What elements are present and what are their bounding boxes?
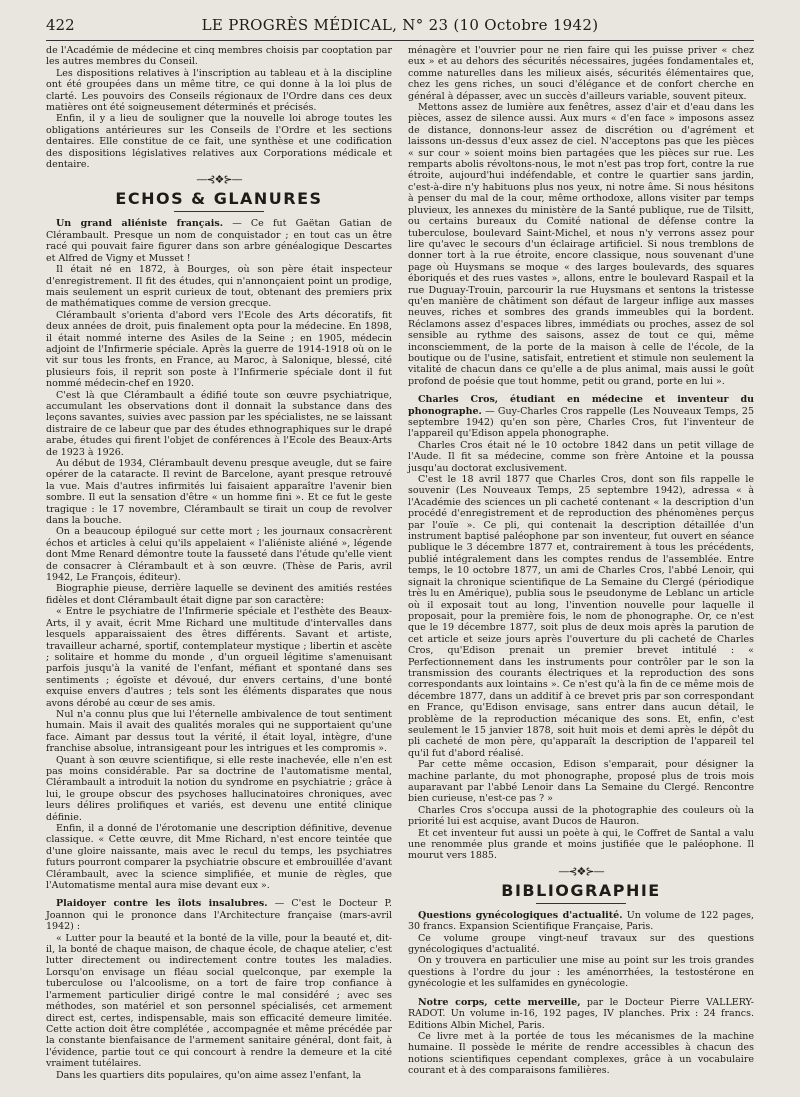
paragraph: C'est le 18 avril 1877 que Charles Cros, dont son fils rappelle le souvenir (Les Nouveaux Temps, 25 septembre 1942), adressa « à l'Académie des sciences un pli cacheté contenant « la description d'un procédé d'enregistrement et de reproduction des phénomènes perçus par l'ouïe ». Ce pli, qui contenait la description détaillée d'un instrument baptisé paléophone par son inventeur, fut ouvert en séance publique le 3 décembre 1877 et, contrairement à tous les précédents, publié intégralement dans les comptes rendus de l'assemblée. Entre temps, le 10 octobre 1877, un ami de Charles Cros, l'abbé Lenoir, qui signait la chronique scientifique de La Semaine du Clergé (périodique très lu en Amérique), publia sous le pseudonyme de Leblanc un article où il exposait tout au long, l'invention nouvelle pour laquelle il proposait, pour la première fois, le nom de phonographe. Or, ce n'est que le 19 décembre 1877, soit plus de deux mois après la parution de cet article et seize jours après l'ouverture du pli cacheté de Charles Cros, qu'Edison prenait un premier brevet intitulé : « Perfectionnement dans les instruments pour contrôler par le son la transmission des courants électriques et la reproduction des sons correspondants aux lointains ». Ce n'est qu'à la fin de ce même mois de décembre 1877, dans un additif à ce brevet pris par son correspondant en France, qu'Edison envisage, sans entrer dans aucun détail, le problème de la reproduction mécanique des sons. Et, enfin, c'est seulement le 15 janvier 1878, soit huit mois et demi après le dépôt du pli cacheté de mon père, qu'apparaît la description de l'appareil tel qu'il fut d'abord réalisé. [408, 474, 754, 759]
paragraph: Quant à son œuvre scientifique, si elle reste inachevée, elle n'en est pas moins considérable. Par sa doctrine de l'automatisme mental, Clérambault a introduit la notion du syndrome en psychiatrie ; grâce à lui, le groupe obscur des psychoses hallucinatoires chroniques, avec leurs délires prolifiques et variés, est devenu une entité clinique définie. [46, 754, 392, 823]
paragraph: « Entre le psychiatre de l'Infirmerie spéciale et l'esthète des Beaux-Arts, il y avait, écrit Mme Richard une multitude d'intervalles dans lesquels apparaissaient des êtres différents. Savant et artiste, travailleur acharné, sportif, contemplateur mystique ; libertin et ascète ; solitaire et homme du monde , d'un orgueil légitime s'amenuisant parfois jusqu'à la vanité de l'enfant, méfiant et spontané dans ses sentiments ; égoïste et dévoué, dur envers certains, d'une bonté exquise envers d'autres ; tels sont les éléments disparates que nous avons dérobé au cœur de ses amis. [46, 606, 392, 709]
columns [46, 45, 754, 1081]
paragraph: Biographie pieuse, derrière laquelle se devinent des amitiés restées fidèles et dont Clérambault était digne par son caractère: [46, 583, 392, 606]
article-paragraph: Plaidoyer contre les îlots insalubres. — C'est le Docteur P. Joannon qui le prononce dans l'Architecture française (mars-avril 1942) : [46, 898, 392, 933]
paragraph: Ce volume groupe vingt-neuf travaux sur des questions gynécologiques d'actualité. [408, 932, 754, 956]
paragraph: On a beaucoup épilogué sur cette mort ; les journaux consacrèrent échos et articles à celui qu'ils appelaient « l'aliéniste aliéné », légende dont Mme Renard démontre toute la fausseté dans l'étude qu'elle vient de consacrer à Clérambault et à son œuvre. (Thèse de Paris, avril 1942, Le François, éditeur). [46, 526, 392, 584]
paragraph: Clérambault s'orienta d'abord vers l'Ecole des Arts décoratifs, fit deux années de droit, puis finalement opta pour la médecine. En 1898, il était nommé interne des Asiles de la Seine ; en 1905, médecin adjoint de l'Infirmerie spéciale. Après la guerre de 1914-1918 où on le vit sur tous les fronts, en France, au Maroc, à Salonique, blessé, cité plusieurs fois, il reprit son poste à l'Infirmerie spéciale dont il fut nommé médecin-chef en 1920. [46, 309, 392, 390]
paragraph: On y trouvera en particulier une mise au point sur les trois grandes questions à l'ordre du jour : les aménorrhées, la testostérone en gynécologie et les sulfamides en gynécologie. [408, 955, 754, 990]
section-title-bibliographie: BIBLIOGRAPHIE [501, 880, 661, 900]
book-title: Notre corps, cette merveille, [418, 996, 581, 1008]
section-rule [536, 903, 626, 904]
paragraph: C'est là que Clérambault a édifié toute son œuvre psychiatrique, accumulant les observations dont il donnait la substance dans des leçons savantes, suivies avec passion par les spécialistes, ne se laissant distraire de ce labeur que par des études ethnographiques sur le drapé arabe, études qui firent l'objet de conférences à l'Ecole des Beaux-Arts de 1923 à 1926. [46, 389, 392, 458]
left-column [46, 45, 392, 1081]
book-title: Questions gynécologiques d'actualité. [418, 909, 623, 921]
article-title: Charles Cros, étudiant en médecine et inventeur du phonographe. [408, 394, 754, 417]
journal-title: LE PROGRÈS MÉDICAL, N° 23 (10 Octobre 1942) [201, 16, 599, 34]
page-number: 422 [46, 16, 75, 34]
paragraph: Il était né en 1872, à Bourges, où son père était inspecteur d'enregistrement. Il fit des études, qui n'annonçaient point un prodige, mais seulement un esprit curieux de tout, obtenant des premiers prix de mathématiques comme de version grecque. [46, 264, 392, 310]
paragraph: Charles Cros était né le 10 octobre 1842 dans un petit village de l'Aude. Il fit sa médecine, comme son frère Antoine et la poussa jusqu'au doctorat exclusivement. [408, 439, 754, 474]
article-paragraph: Questions gynécologiques d'actualité. Un volume de 122 pages, 30 francs. Expansion Scientifique Française, Paris. [408, 909, 754, 933]
section-title-echos: ECHOS & GLANURES [115, 189, 323, 209]
paragraph: Et cet inventeur fut aussi un poète à qui, le Coffret de Santal a valu une renommée plus grande et moins justifiée que le paléophone. Il mourut vers 1885. [408, 827, 754, 862]
page-header [46, 16, 754, 40]
right-column [408, 45, 754, 1081]
paragraph: Les dispositions relatives à l'inscription au tableau et à la discipline ont été groupées dans un même titre, ce qui donne à la loi plus de clarté. Les pouvoirs des Conseils régionaux de l'Ordre dans ces deux matières ont été soigneusement déterminés et précisés. [46, 67, 392, 114]
paragraph: Charles Cros s'occupa aussi de la photographie des couleurs où la priorité lui est acquise, avant Ducos de Hauron. [408, 804, 754, 828]
paragraph: Enfin, il y a lieu de souligner que la nouvelle loi abroge toutes les obligations antérieures sur les Conseils de l'Ordre et les sections dentaires. Elle constitue de ce fait, une synthèse et une codification des dispositions législatives relatives aux Corporations médicale et dentaire. [46, 113, 392, 171]
ornament-divider: —⊰❖⊱— [196, 173, 242, 187]
article-paragraph: Notre corps, cette merveille, par le Docteur Pierre VALLERY-RADOT. Un volume in-16, 192 pages, IV planches. Prix : 24 francs. Editions Albin Michel, Paris. [408, 996, 754, 1031]
paragraph: Au début de 1934, Clérambault devenu presque aveugle, dut se faire opérer de la cataracte. Il revint de Barcelone, ayant presque retrouvé la vue. Mais d'autres infirmités lui faisaient apparaître l'avenir bien sombre. Il eut la sensation d'être « un homme fini ». Et ce fut le geste tragique : le 17 novembre, Clérambault se tirait un coup de revolver dans la bouche. [46, 458, 392, 527]
section-rule [174, 211, 264, 212]
header-rule [46, 40, 754, 41]
article-title: Un grand aliéniste français. [56, 218, 224, 230]
ornament-divider: —⊰❖⊱— [558, 864, 604, 878]
paragraph: Par cette même occasion, Edison s'emparait, pour désigner la machine parlante, du mot phonographe, proposé plus de trois mois auparavant par l'abbé Lenoir dans La Semaine du Clergé. Rencontre bien curieuse, n'est-ce pas ? » [408, 759, 754, 805]
article-title: Plaidoyer contre les îlots insalubres. [56, 898, 268, 910]
paragraph: de l'Académie de médecine et cinq membres choisis par cooptation par les autres membres du Conseil. [46, 45, 392, 68]
paragraph: Dans les quartiers dits populaires, qu'on aime assez l'enfant, la [56, 1069, 362, 1081]
paragraph: Ce livre met à la portée de tous les mécanismes de la machine humaine. Il possède le mérite de rendre accessibles à chacun des notions scientifiques cependant complexes, grâce à un vocabulaire courant et à des comparaisons familières. [408, 1030, 754, 1077]
paragraph: ménagère et l'ouvrier pour ne rien faire qui les puisse priver « chez eux » et au dehors des sécurités nécessaires, jugées fondamentales et, comme naturelles dans les milieux aisés, sécurités élémentaires que, chez les gens riches, un souci d'élégance et de confort cherche en général à dépasser, avec un succès d'ailleurs variable, souvent piteux. [408, 45, 754, 102]
article-paragraph: Un grand aliéniste français. — Ce fut Gaëtan Gatian de Clérambault. Presque un nom de conquistador ; en tout cas un être racé qui pouvait faire figurer dans son arbre généalogique Descartes et Alfred de Vigny et Musset ! [46, 218, 392, 264]
paragraph: Enfin, il a donné de l'érotomanie une description définitive, devenue classique. « Cette œuvre, dit Mme Richard, n'est encore teintée que d'une gloire naissante, mais avec le recul du temps, les psychiatres futurs pourront comparer la psychiatrie obscure et embrouillée d'avant Clérambault, avec la science simplifiée, et munie de règles, que l'Automatisme mental aura mise devant eux ». [46, 823, 392, 892]
paragraph: Mettons assez de lumière aux fenêtres, assez d'air et d'eau dans les pièces, assez de silence aussi. Aux murs « d'en face » imposons assez de distance, donnons-leur assez de discrétion ou d'agrément et laissons un-dessus d'eux assez de ciel. N'acceptons pas que les pièces « sur cour » soient moins bien partagées que les pièces sur rue. Les remparts abolis révoltons-nous, le mot n'est pas trop fort, contre la rue étroite, aujourd'hui indéfendable, et contre le quartier sans jardin, c'est-à-dire n'y habituons plus nos yeux, ni notre âme. Si nous hésitons à penser du mal de la cour, même orthodoxe, allons visiter par temps pluvieux, les annexes du ministère de la Santé publique, rue de Tilsitt, ou certains bureaux du Comité national de défense contre la tuberculose, boulevard Saint-Michel, et nous n'y verrons assez pour lire qu'avec le secours d'un éclairage artificiel. Si nous tremblons de donner tort à la rue étroite, encore classique, nous souvenant d'une page où Huysmans se moque « des larges boulevards, des squares éboriqués et des rues vastes », allons, entre le boulevard Raspail et la rue Duguay-Trouin, parcourir la rue Huysmans et sentons la tristesse qu'en manière de châtiment son défaut de largeur inflige aux masses neuves, riches et sombres des grands immeubles qui la bordent. Réclamons assez d'espaces libres, immédiats ou proches, assez de sol sensible au rythme des saisons, assez de tout ce qui, même inconsciemment, de la porte de la maison à celle de l'école, de la boutique ou de l'usine, satisfait, entretient et stimule non seulement la vitalité de chacun dans ce qu'elle a de plus animal, mais aussi le goût profond de poésie que tout homme, petit ou grand, porte en lui ». [408, 102, 754, 387]
article-paragraph: Charles Cros, étudiant en médecine et inventeur du phonographe. — Guy-Charles Cros rappelle (Les Nouveaux Temps, 25 septembre 1942) qu'en son père, Charles Cros, fut l'inventeur de l'appareil qu'Edison appela phonographe. [408, 394, 754, 440]
paragraph: « Lutter pour la beauté et la bonté de la ville, pour la beauté et, dit-il, la bonté de chaque maison, de chaque école, de chaque atelier, c'est lutter directement ou indirectement contre toutes les maladies. Lorsqu'on envisage un fléau social quelconque, par exemple la tuberculose ou l'alcoolisme, on a tort de faire trop confiance à l'armement particulier dirigé contre le mal considéré ; avec ses méthodes, son matériel et son personnel spécialisés, cet armement direct est, certes, indispensable, mais son efficacité demeure limitée. Cette action doit être complétée , accompagnée et même précédée par la constante bienfaisance de l'armement sanitaire général, dont fait, à l'évidence, partie tout ce qui concourt à rendre la demeure et la cité vraiment tutélaires. [46, 932, 392, 1070]
paragraph: Nul n'a connu plus que lui l'éternelle ambivalence de tout sentiment humain. Mais il avait des qualités morales qui ne supportaient qu'une face. Aimant par dessus tout la vérité, il était loyal, intègre, d'une franchise absolue, intransigeant pour les intrigues et les compromis ». [46, 708, 392, 755]
